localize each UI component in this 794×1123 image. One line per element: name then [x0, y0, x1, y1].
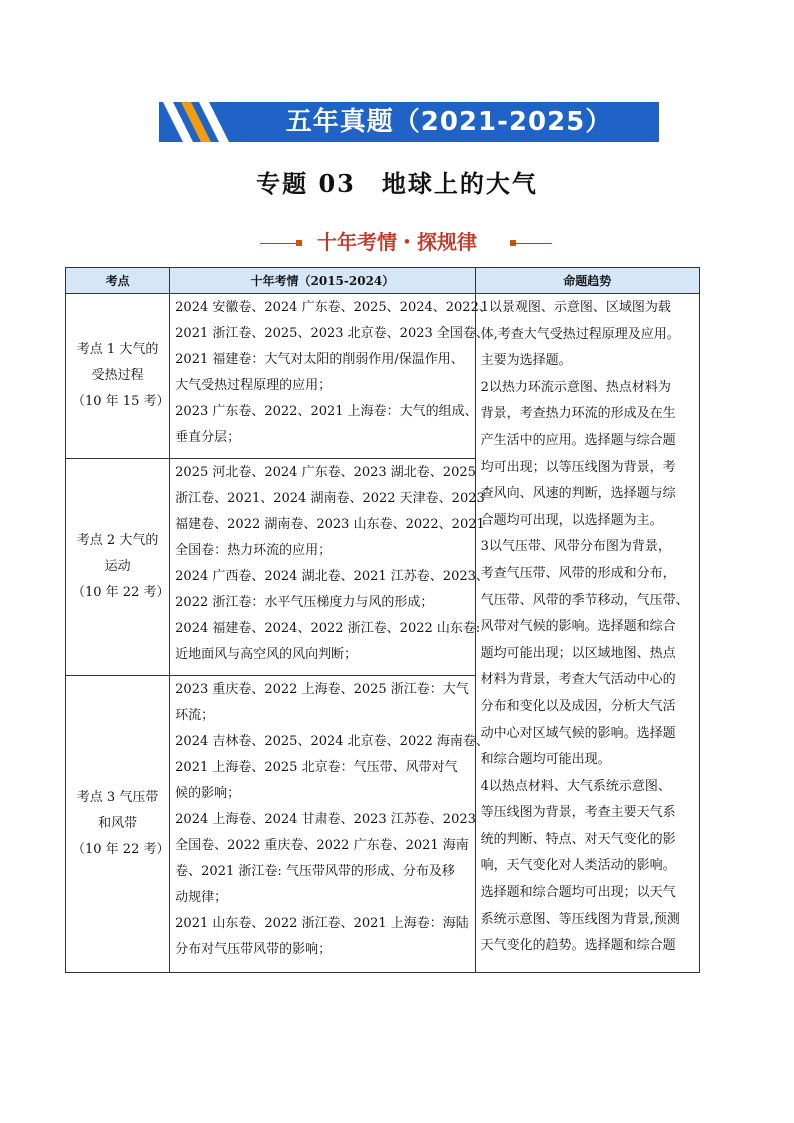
trend-line: 题均可能出现；以区域地图、热点 [480, 645, 676, 661]
section-title: 十年考情・探规律 [317, 230, 477, 254]
exam-line: 近地面风与高空风的风向判断； [175, 647, 358, 662]
trend-line: 等压线图为背景，考查主要天气系 [480, 805, 676, 821]
topic-cell [66, 294, 170, 459]
header-topic: 考点 [66, 268, 170, 294]
trend-line: 4以热点材料、大气系统示意图、 [480, 778, 671, 794]
trend-cell [475, 294, 699, 973]
exam-line: 环流； [175, 708, 215, 723]
table-row [66, 294, 700, 459]
exam-line: 2023 重庆卷、2022 上海卷、2025 浙江卷：大气 [175, 682, 469, 697]
topic-line: 运动 [104, 559, 131, 574]
trend-line: 响，天气变化对人类活动的影响。 [480, 858, 676, 874]
trend-line: 材料为背景，考查大气活动中心的 [480, 672, 676, 688]
title-banner [159, 102, 659, 142]
exam-line: 2024 安徽卷、2024 广东卷、2025、2024、2022、 [175, 300, 492, 315]
exam-line: 2021 浙江卷、2025、2023 北京卷、2023 全国卷、 [175, 326, 489, 341]
exam-line: 2021 上海卷、2025 北京卷：气压带、风带对气 [175, 760, 458, 775]
exam-line: 福建卷、2022 湖南卷、2023 山东卷、2022、2021 [175, 517, 485, 532]
trend-line: 背景，考查热力环流的形成及在生 [480, 406, 676, 422]
exam-line: 2021 山东卷、2022 浙江卷、2021 上海卷：海陆 [175, 916, 469, 931]
trend-line: 2以热力环流示意图、热点材料为 [480, 379, 671, 395]
trend-line: 气压带、风带的季节移动，气压带、 [480, 592, 689, 608]
exam-line: 垂直分层； [175, 430, 241, 445]
topic-line: （10 年 22 考） [72, 585, 170, 600]
exam-line: 2021 福建卷：大气对太阳的削弱作用/保温作用、 [175, 352, 464, 367]
exam-line: 大气受热过程原理的应用； [175, 378, 332, 393]
topic-line: （10 年 22 考） [72, 842, 170, 857]
exam-cell [170, 676, 489, 973]
trend-line: 分布和变化以及成因，分析大气活 [480, 698, 676, 714]
header-exams: 十年考情（2015-2024） [170, 268, 475, 294]
exam-line: 动规律； [175, 890, 228, 905]
exam-line: 2025 河北卷、2024 广东卷、2023 湖北卷、2025 [175, 465, 476, 480]
topic-line: 受热过程 [91, 368, 144, 383]
table-header-row [66, 268, 700, 294]
trend-line: 和综合题均可能出现。 [480, 752, 611, 768]
exam-line: 2024 福建卷、2024、2022 浙江卷、2022 山东卷: [175, 621, 481, 636]
topic-line: 考点 2 大气的 [76, 533, 159, 548]
trend-line: 主要为选择题。 [480, 353, 572, 369]
trend-line: 1以景观图、示意图、区域图为载 [480, 300, 671, 315]
exam-line: 2022 浙江卷：水平气压梯度力与风的形成； [175, 595, 434, 610]
trend-line: 天气变化的趋势。选择题和综合题 [480, 938, 676, 954]
trend-line: 3以气压带、风带分布图为背景， [480, 539, 671, 555]
banner-title: 五年真题（2021-2025） [285, 107, 613, 137]
trend-line: 产生活中的应用。选择题与综合题 [480, 432, 676, 448]
section-divider-right [510, 243, 552, 244]
exam-line: 2024 上海卷、2024 甘肃卷、2023 江苏卷、2023 [175, 812, 476, 827]
exam-cell [170, 459, 489, 676]
exam-line: 2024 吉林卷、2025、2024 北京卷、2022 海南卷、 [175, 734, 489, 749]
trend-line: 查风向、风速的判断，选择题与综 [480, 486, 676, 502]
exam-line: 全国卷、2022 重庆卷、2022 广东卷、2021 海南 [175, 838, 469, 853]
exam-line: 卷、2021 浙江卷: 气压带风带的形成、分布及移 [175, 864, 455, 879]
banner-stripes-icon [159, 102, 239, 142]
trend-line: 系统示意图、等压线图为背景,预测 [480, 911, 680, 927]
trend-line: 动中心对区域气候的影响。选择题 [480, 725, 676, 741]
trend-line: 均可出现；以等压线图为背景，考 [480, 459, 676, 475]
topic-line: 和风带 [98, 816, 138, 831]
topic-line: 考点 1 大气的 [76, 342, 159, 357]
exam-analysis-table [65, 267, 700, 973]
exam-line: 分布对气压带风带的影响； [175, 942, 332, 957]
trend-line: 风带对气候的影响。选择题和综合 [480, 619, 676, 635]
trend-line: 合题均可出现，以选择题为主。 [480, 512, 663, 528]
topic-line: 考点 3 气压带 [76, 790, 159, 805]
section-header [0, 224, 794, 260]
exam-line: 全国卷：热力环流的应用； [175, 543, 332, 558]
header-trend: 命题趋势 [475, 268, 699, 294]
topic-cell [66, 676, 170, 973]
topic-line: （10 年 15 考） [72, 394, 170, 409]
trend-line: 考查气压带、风带的形成和分布， [480, 565, 676, 581]
trend-line: 统的判断、特点、对天气变化的影 [480, 831, 676, 847]
subject-title: 专题 03 地球上的大气 [256, 169, 538, 198]
exam-line: 候的影响； [175, 786, 241, 801]
exam-cell [170, 294, 492, 459]
trend-line: 选择题和综合题均可出现；以天气 [480, 885, 676, 901]
exam-line: 2023 广东卷、2022、2021 上海卷：大气的组成、 [175, 404, 478, 419]
exam-line: 2024 广西卷、2024 湖北卷、2021 江苏卷、2023、 [175, 569, 489, 584]
topic-cell [66, 459, 170, 676]
exam-line: 浙江卷、2021、2024 湖南卷、2022 天津卷、2023 [175, 491, 485, 506]
trend-line: 体,考查大气受热过程原理及应用。 [480, 326, 680, 342]
